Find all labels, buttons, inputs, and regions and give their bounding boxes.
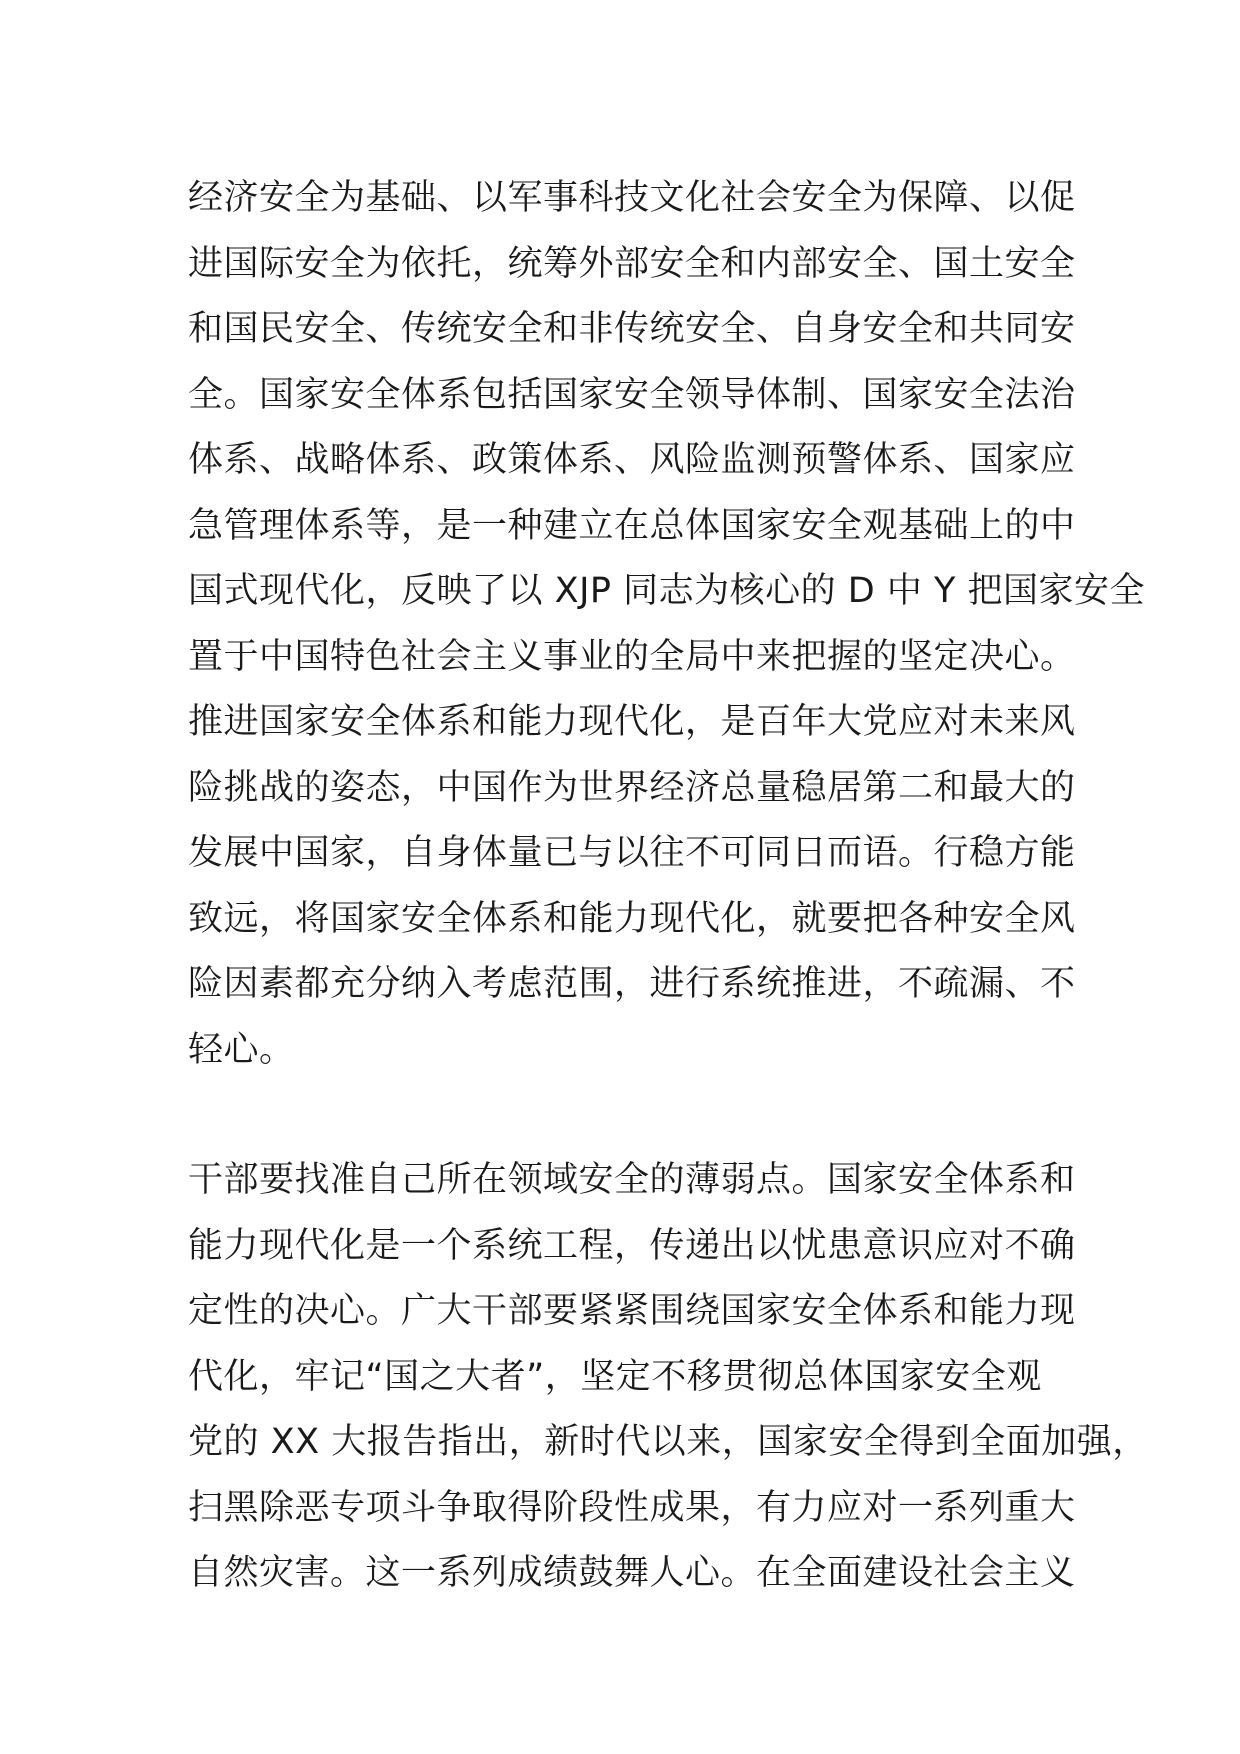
text-line: 干部要找准自己所在领域安全的薄弱点。国家安全体系和	[188, 1160, 1076, 1200]
text-line: 急管理体系等，是一种建立在总体国家安全观基础上的中	[188, 505, 1076, 546]
text-line: 经济安全为基础、以军事科技文化社会安全为保障、以促	[188, 178, 1076, 218]
text-line: 险挑战的姿态，中国作为世界经济总量稳居第二和最大的	[188, 767, 1076, 808]
text-line: 党的 XX 大报告指出，新时代以来，国家安全得到全面加强，	[188, 1422, 1148, 1462]
text-line: 体系、战略体系、政策体系、风险监测预警体系、国家应	[188, 440, 1076, 480]
text-line: 自然灾害。这一系列成绩鼓舞人心。在全面建设社会主义	[188, 1553, 1076, 1593]
text-line: 和国民安全、传统安全和非传统安全、自身安全和共同安	[188, 309, 1076, 349]
text-line: 能力现代化是一个系统工程，传递出以忧患意识应对不确	[188, 1225, 1076, 1266]
text-line: 致远，将国家安全体系和能力现代化，就要把各种安全风	[188, 898, 1076, 939]
text-line: 进国际安全为依托，统筹外部安全和内部安全、国土安全	[188, 243, 1076, 284]
text-line: 险因素都充分纳入考虑范围，进行系统推进，不疏漏、不	[188, 964, 1076, 1004]
paragraph-1	[188, 166, 1145, 1083]
text-line: 发展中国家，自身体量已与以往不可同日而语。行稳方能	[188, 833, 1076, 873]
text-line: 扫黑除恶专项斗争取得阶段性成果，有力应对一系列重大	[188, 1487, 1076, 1528]
paragraph-2	[188, 1148, 1148, 1607]
text-line: 代化，牢记“国之大者”，坚定不移贯彻总体国家安全观	[188, 1356, 1042, 1397]
text-line: 推进国家安全体系和能力现代化，是百年大党应对未来风	[188, 702, 1076, 742]
text-line: 轻心。	[188, 1029, 295, 1070]
text-line: 全。国家安全体系包括国家安全领导体制、国家安全法治	[188, 374, 1076, 415]
text-line: 置于中国特色社会主义事业的全局中来把握的坚定决心。	[188, 636, 1076, 677]
text-line: 国式现代化，反映了以 XJP 同志为核心的 D 中 Y 把国家安全	[188, 571, 1145, 611]
text-line: 定性的决心。广大干部要紧紧围绕国家安全体系和能力现	[188, 1291, 1076, 1331]
